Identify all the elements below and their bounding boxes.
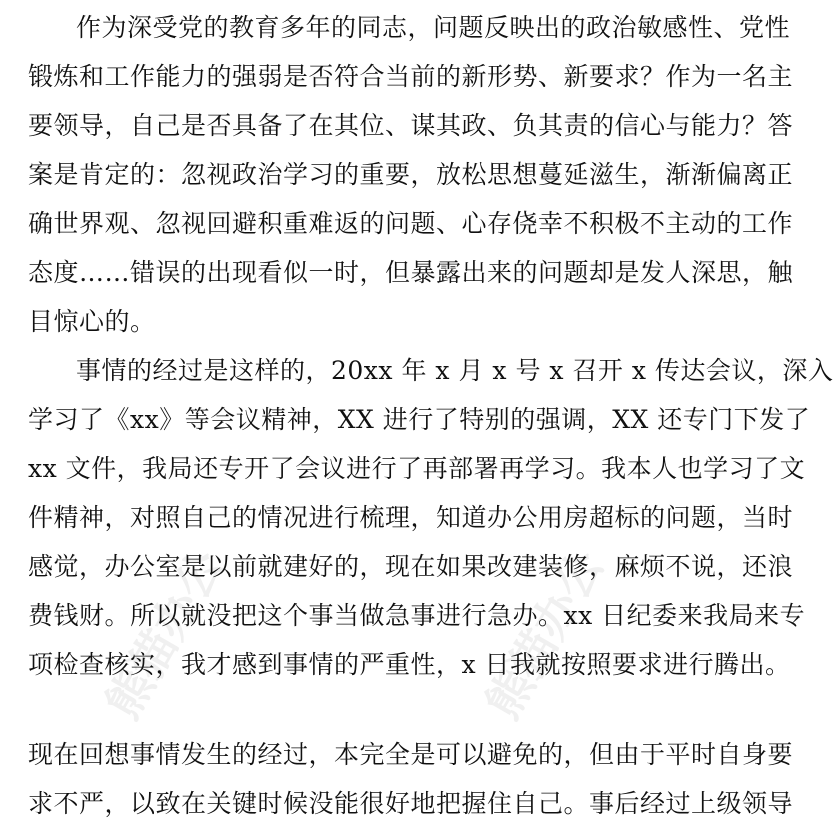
- watermark-right: 熊猫办公: [475, 541, 614, 728]
- paragraph-2-line-3: xx 文件，我局还专开了会议进行了再部署再学习。我本人也学习了文: [28, 454, 806, 483]
- paragraph-1-line-4: 案是肯定的：忽视政治学习的重要，放松思想蔓延滋生，渐渐偏离正: [28, 160, 794, 189]
- paragraph-1-line-2: 锻炼和工作能力的强弱是否符合当前的新形势、新要求？作为一名主: [28, 62, 794, 91]
- watermark-left: 熊猫办公: [95, 541, 234, 728]
- paragraph-1-line-3: 要领导，自己是否具备了在其位、谋其政、负其责的信心与能力？答: [28, 111, 794, 140]
- paragraph-2-line-4: 件精神，对照自己的情况进行梳理，知道办公用房超标的问题，当时: [28, 503, 794, 532]
- paragraph-3-line-1: 现在回想事情发生的经过，本完全是可以避免的，但由于平时自身要: [28, 740, 794, 769]
- paragraph-2-line-2: 学习了《xx》等会议精神，XX 进行了特别的强调，XX 还专门下发了: [28, 405, 811, 434]
- paragraph-1-line-5: 确世界观、忽视回避积重难返的问题、心存侥幸不积极不主动的工作: [28, 209, 794, 238]
- paragraph-2-line-6: 费钱财。所以就没把这个事当做急事进行急办。xx 日纪委来我局来专: [28, 601, 806, 630]
- paragraph-3-line-2: 求不严，以致在关键时候没能很好地把握住自己。事后经过上级领导: [28, 789, 794, 818]
- paragraph-2-line-7: 项检查核实，我才感到事情的严重性，x 日我就按照要求进行腾出。: [28, 650, 791, 679]
- paragraph-2-line-1: 事情的经过是这样的，20xx 年 x 月 x 号 x 召开 x 传达会议，深入: [76, 356, 833, 385]
- paragraph-1-line-6: 态度……错误的出现看似一时，但暴露出来的问题却是发人深思，触: [28, 258, 794, 287]
- paragraph-1-line-1: 作为深受党的教育多年的同志，问题反映出的政治敏感性、党性: [76, 13, 791, 42]
- paragraph-2-line-5: 感觉，办公室是以前就建好的，现在如果改建装修，麻烦不说，还浪: [28, 552, 794, 581]
- paragraph-1-line-7: 目惊心的。: [28, 307, 156, 336]
